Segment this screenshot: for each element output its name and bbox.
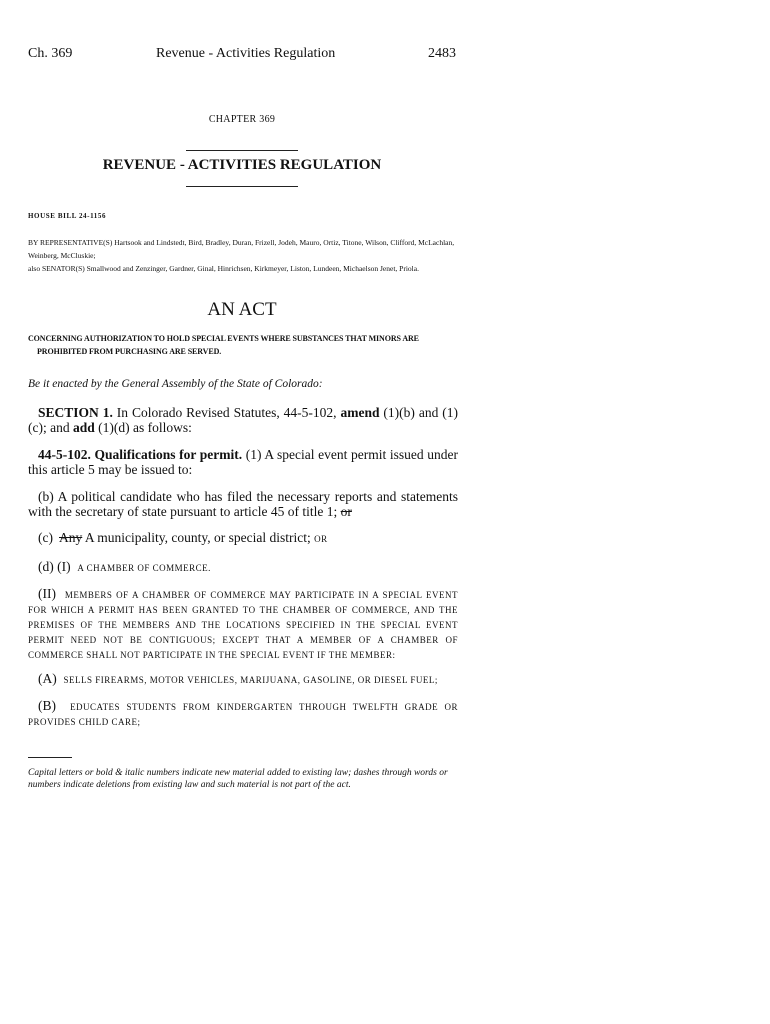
paragraph-c-added: OR <box>314 534 328 544</box>
paragraph-b <box>28 489 458 519</box>
section-1-paragraph <box>28 405 458 435</box>
statute-text: (1) A special event permit issued under this article 5 may be issued to: <box>28 447 458 477</box>
paragraph-c <box>28 530 458 547</box>
paragraph-c-deleted: Any <box>59 530 83 545</box>
concerning-line-1: CONCERNING AUTHORIZATION TO HOLD SPECIAL EVENTS WHERE SUBSTANCES THAT MINORS ARE <box>28 334 419 343</box>
bill-number: HOUSE BILL 24-1156 <box>28 212 107 220</box>
concerning-clause <box>28 332 460 358</box>
document-title: REVENUE - ACTIVITIES REGULATION <box>102 157 382 173</box>
paragraph-b-deleted: or <box>340 504 352 519</box>
section-1-amend: amend <box>340 405 380 420</box>
act-heading: AN ACT <box>207 299 277 320</box>
paragraph-A <box>28 671 458 688</box>
concerning-line-2: PROHIBITED FROM PURCHASING ARE SERVED. <box>37 347 222 356</box>
paragraph-II-added: MEMBERS OF A CHAMBER OF COMMERCE MAY PARTICIPATE IN A SPECIAL EVENT FOR WHICH A PERMIT HAS BEEN GRANTED TO THE CHAMBER OF COMMERCE, AND THE PREMISES OF THE MEMBERS AND THE LOCATIONS SPECIFIED IN THE SPECIAL EVENT PERMIT NEED NOT BE CONTIGUOUS; EXCEPT THAT A MEMBER OF A CHAMBER OF COMMERCE SHALL NOT PARTICIPATE IN THE SPECIAL EVENT IF THE MEMBER: <box>28 590 458 660</box>
statute-paragraph <box>28 447 458 477</box>
paragraph-A-prefix: (A) <box>38 671 57 686</box>
header-chapter: Ch. 369 <box>28 46 73 61</box>
sponsors-representatives: BY REPRESENTATIVE(S) Hartsook and Lindstedt, Bird, Bradley, Duran, Frizell, Jodeh, Mauro, Ortiz, Titone, Wilson, Clifford, McLachlan, Weinberg, McCluskie; <box>28 238 455 260</box>
chapter-label: CHAPTER 369 <box>208 114 276 125</box>
section-1-text-b: (1)(b) and (1)(c); and <box>28 405 458 435</box>
paragraph-c-text: A municipality, county, or special district; <box>84 530 311 545</box>
paragraph-b-text: (b) A political candidate who has filed the necessary reports and statements with the secretary of state pursuant to article 45 of title 1; <box>28 489 458 519</box>
paragraph-B-prefix: (B) <box>38 698 56 713</box>
section-1-add: add <box>72 420 95 435</box>
section-1-text-c: (1)(d) as follows: <box>98 420 192 435</box>
section-1-text-a: In Colorado Revised Statutes, 44-5-102, <box>116 405 337 420</box>
paragraph-II-prefix: (II) <box>38 586 56 601</box>
sponsors-senators: also SENATOR(S) Smallwood and Zenzinger, Gardner, Ginal, Hinrichsen, Kirkmeyer, Liston, Lundeen, Michaelson Jenet, Priola. <box>28 264 419 273</box>
enacting-clause: Be it enacted by the General Assembly of the State of Colorado: <box>28 378 323 390</box>
footnote-rule <box>28 757 72 758</box>
paragraph-B <box>28 699 458 729</box>
paragraph-A-added: SELLS FIREARMS, MOTOR VEHICLES, MARIJUANA, GASOLINE, OR DIESEL FUEL; <box>63 675 438 685</box>
statute-heading: 44-5-102. Qualifications for permit. <box>38 447 243 462</box>
title-rule-top <box>186 150 298 151</box>
footnote: Capital letters or bold & italic numbers indicate new material added to existing law; dashes through words or numbers indicate deletions from existing law and such material is not part of the act. <box>28 768 448 790</box>
paragraph-II <box>28 587 458 662</box>
header-running-title: Revenue - Activities Regulation <box>156 46 336 61</box>
title-rule-bottom <box>186 186 298 187</box>
header-page-number: 2483 <box>428 46 456 61</box>
paragraph-c-prefix: (c) <box>38 530 53 545</box>
paragraph-d <box>28 559 458 576</box>
section-1-label: SECTION 1. <box>38 405 113 420</box>
paragraph-d-prefix: (d) (I) <box>38 559 71 574</box>
paragraph-d-added: A CHAMBER OF COMMERCE. <box>77 563 211 573</box>
paragraph-B-added: EDUCATES STUDENTS FROM KINDERGARTEN THROUGH TWELFTH GRADE OR PROVIDES CHILD CARE; <box>28 702 459 727</box>
